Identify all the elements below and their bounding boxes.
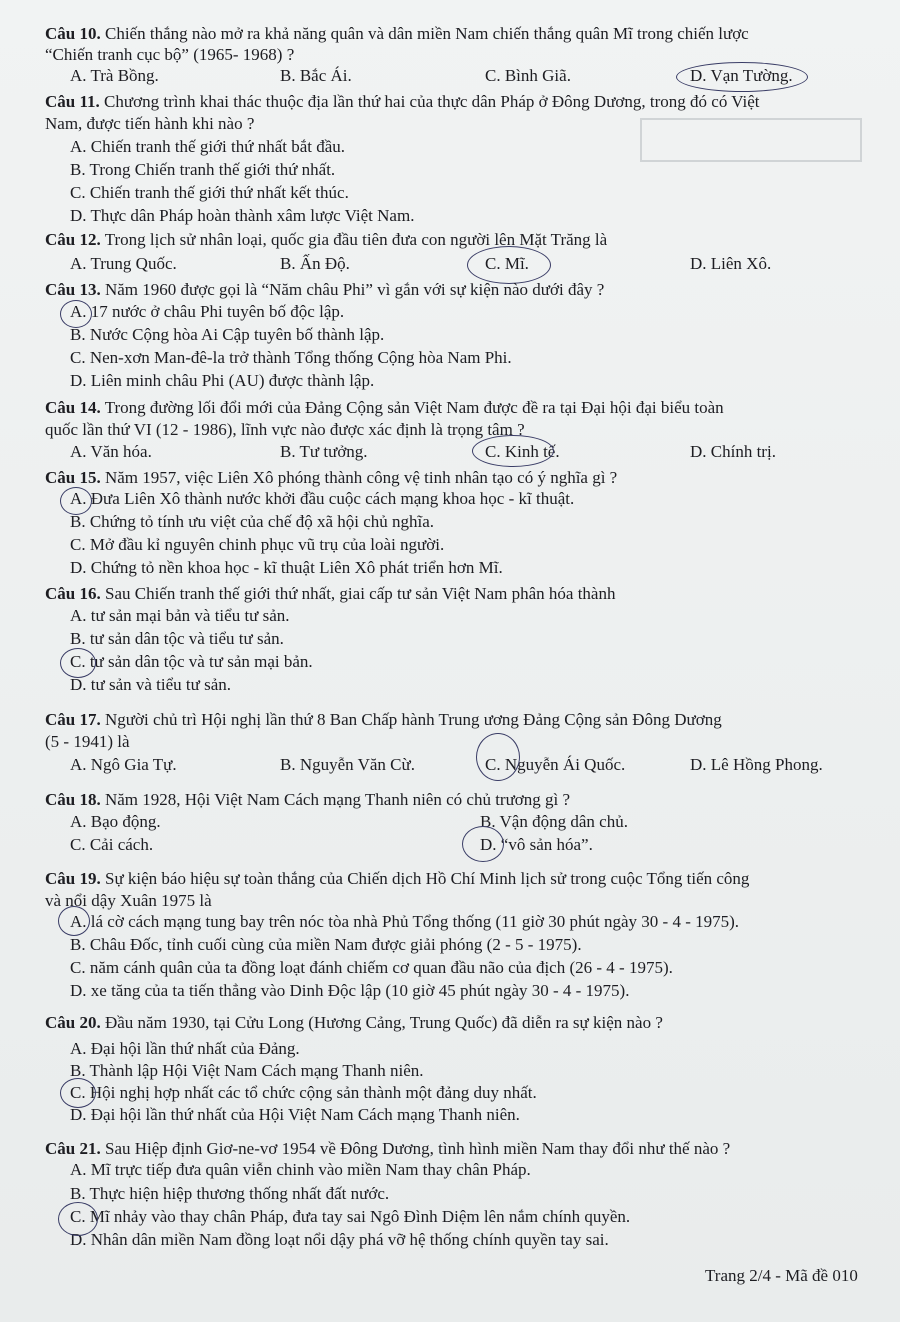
answer-option: C. Nguyễn Ái Quốc. [485,755,626,774]
question-number: Câu 19. [45,869,101,888]
question-number: Câu 20. [45,1013,101,1032]
question-text: Trong đường lối đổi mới của Đảng Cộng sản Việt Nam được đề ra tại Đại hội đại biểu toàn [104,398,724,417]
answer-option: A. Đưa Liên Xô thành nước khởi đầu cuộc cách mạng khoa học - kĩ thuật. [70,489,575,508]
question-text: Đầu năm 1930, tại Cửu Long (Hương Cảng, Trung Quốc) đã diễn ra sự kiện nào ? [104,1013,663,1032]
answer-option: D. tư sản và tiểu tư sản. [70,675,232,694]
answer-option: A. Chiến tranh thế giới thứ nhất bắt đầu. [70,137,346,156]
answer-option: C. Cải cách. [70,835,154,854]
answer-option: C. Nen-xơn Man-đê-la trở thành Tổng thống Cộng hòa Nam Phi. [70,348,512,367]
question-text: Sự kiện báo hiệu sự toàn thắng của Chiến dịch Hồ Chí Minh lịch sử trong cuộc Tổng tiến công [104,869,750,888]
question-line-2: (5 - 1941) là [45,732,130,751]
answer-option: A. Mĩ trực tiếp đưa quân viễn chinh vào miền Nam thay chân Pháp. [70,1160,531,1179]
answer-option: B. Châu Đốc, tỉnh cuối cùng của miền Nam được giải phóng (2 - 5 - 1975). [70,935,582,954]
answer-option: A. Đại hội lần thứ nhất của Đảng. [70,1039,300,1058]
question-text: Người chủ trì Hội nghị lần thứ 8 Ban Chấp hành Trung ương Đảng Cộng sản Đông Dương [104,710,722,729]
bleed-through-box [640,118,862,162]
question-number: Câu 10. [45,24,101,43]
answer-option: D. xe tăng của ta tiến thẳng vào Dinh Độc lập (10 giờ 45 phút ngày 30 - 4 - 1975). [70,981,630,1000]
question-number: Câu 17. [45,710,101,729]
question-line-2: “Chiến tranh cục bộ” (1965- 1968) ? [45,45,295,64]
answer-option: B. Bắc Ái. [280,66,352,85]
question-text: Năm 1928, Hội Việt Nam Cách mạng Thanh niên có chủ trương gì ? [104,790,571,809]
question-line-1 [45,230,607,250]
answer-option: C. Mĩ. [485,254,529,273]
answer-option: D. Chính trị. [690,442,776,461]
question-text: Chương trình khai thác thuộc địa lần thứ hai của thực dân Pháp ở Đông Dương, trong đó có Việt [104,92,760,111]
answer-option: C. tư sản dân tộc và tư sản mại bản. [70,652,313,671]
answer-option: C. Mĩ nhảy vào thay chân Pháp, đưa tay sai Ngô Đình Diệm lên nắm chính quyền. [70,1207,631,1226]
question-number: Câu 14. [45,398,101,417]
question-line-1 [45,398,724,418]
question-line-2: Nam, được tiến hành khi nào ? [45,114,255,133]
answer-option: A. Văn hóa. [70,442,152,461]
answer-option: D. Liên Xô. [690,254,772,273]
answer-option: D. Vạn Tường. [690,66,793,85]
question-text: Chiến thắng nào mở ra khả năng quân và dân miền Nam chiến thắng quân Mĩ trong chiến lược [104,24,749,43]
question-line-1 [45,1013,663,1033]
question-number: Câu 21. [45,1139,101,1158]
answer-option: B. Thực hiện hiệp thương thống nhất đất nước. [70,1184,390,1203]
answer-option: A. Bạo động. [70,812,161,831]
answer-option: B. Tư tưởng. [280,442,368,461]
question-number: Câu 15. [45,468,101,487]
question-number: Câu 12. [45,230,101,249]
question-line-1 [45,24,749,44]
question-number: Câu 18. [45,790,101,809]
question-line-2: và nổi dậy Xuân 1975 là [45,891,212,910]
question-text: Sau Chiến tranh thế giới thứ nhất, giai cấp tư sản Việt Nam phân hóa thành [104,584,616,603]
question-line-1 [45,790,570,810]
question-line-1 [45,869,749,889]
page-footer: Trang 2/4 - Mã đề 010 [705,1266,858,1285]
question-line-1 [45,92,760,112]
answer-option: B. Chứng tỏ tính ưu việt của chế độ xã hội chủ nghĩa. [70,512,435,531]
question-text: Sau Hiệp định Giơ-ne-vơ 1954 về Đông Dương, tình hình miền Nam thay đổi như thế nào ? [104,1139,731,1158]
question-line-1 [45,280,604,300]
question-line-1 [45,710,722,730]
question-text: Năm 1960 được gọi là “Năm châu Phi” vì gắn với sự kiện nào dưới đây ? [104,280,605,299]
answer-option: C. năm cánh quân của ta đồng loạt đánh chiếm cơ quan đầu não của địch (26 - 4 - 1975). [70,958,673,977]
answer-option: D. “vô sản hóa”. [480,835,593,854]
answer-option: C. Mở đầu kỉ nguyên chinh phục vũ trụ của loài người. [70,535,445,554]
answer-option: A. Ngô Gia Tự. [70,755,177,774]
answer-option: A. Trung Quốc. [70,254,177,273]
answer-option: A. 17 nước ở châu Phi tuyên bố độc lập. [70,302,345,321]
question-number: Câu 11. [45,92,100,111]
answer-option: D. Thực dân Pháp hoàn thành xâm lược Việt Nam. [70,206,415,225]
answer-option: A. lá cờ cách mạng tung bay trên nóc tòa nhà Phủ Tổng thống (11 giờ 30 phút ngày 30 - 4 - 1975). [70,912,740,931]
answer-option: B. tư sản dân tộc và tiểu tư sản. [70,629,284,648]
answer-option: D. Nhân dân miền Nam đồng loạt nổi dậy phá vỡ hệ thống chính quyền tay sai. [70,1230,609,1249]
answer-option: B. Ấn Độ. [280,254,350,273]
answer-option: B. Nguyễn Văn Cừ. [280,755,415,774]
answer-option: D. Đại hội lần thứ nhất của Hội Việt Nam Cách mạng Thanh niên. [70,1105,520,1124]
answer-option: D. Liên minh châu Phi (AU) được thành lập. [70,371,375,390]
answer-option: C. Kinh tế. [485,442,560,461]
answer-option: C. Hội nghị hợp nhất các tổ chức cộng sản thành một đảng duy nhất. [70,1083,537,1102]
question-line-1 [45,584,615,604]
answer-option: D. Chứng tỏ nền khoa học - kĩ thuật Liên Xô phát triển hơn Mĩ. [70,558,503,577]
answer-option: C. Chiến tranh thế giới thứ nhất kết thúc. [70,183,349,202]
answer-option: D. Lê Hồng Phong. [690,755,823,774]
question-text: Trong lịch sử nhân loại, quốc gia đầu tiên đưa con người lên Mặt Trăng là [104,230,608,249]
answer-option: C. Bình Giã. [485,66,571,85]
question-text: Năm 1957, việc Liên Xô phóng thành công vệ tinh nhân tạo có ý nghĩa gì ? [104,468,618,487]
answer-option: B. Nước Cộng hòa Ai Cập tuyên bố thành lập. [70,325,385,344]
question-number: Câu 13. [45,280,101,299]
question-line-1 [45,1139,730,1159]
question-line-1 [45,468,617,488]
answer-option: A. Trà Bồng. [70,66,159,85]
answer-option: A. tư sản mại bản và tiểu tư sản. [70,606,290,625]
question-line-2: quốc lần thứ VI (12 - 1986), lĩnh vực nào được xác định là trọng tâm ? [45,420,525,439]
question-number: Câu 16. [45,584,101,603]
answer-option: B. Thành lập Hội Việt Nam Cách mạng Thanh niên. [70,1061,424,1080]
answer-option: B. Trong Chiến tranh thế giới thứ nhất. [70,160,336,179]
answer-option: B. Vận động dân chủ. [480,812,628,831]
